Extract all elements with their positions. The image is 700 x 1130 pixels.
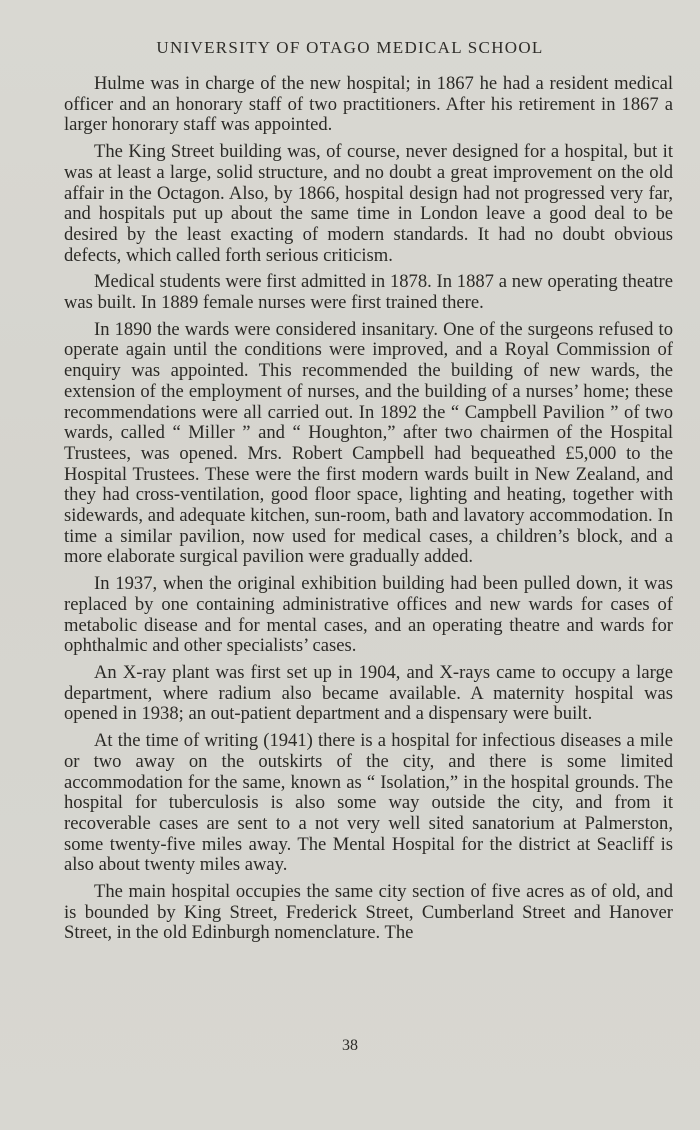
paragraph-1941-hospitals: At the time of writing (1941) there is a hospital for infectious diseases a mile or two away on the outskirts of the city, and there is some limited accommodation for the same, known as “ Isolation,” in the hospital grounds. The hospital for tuberculosis is also some way outside the city, and from it recoverable cases are sent to a not very well sited sanatorium at Palmerston, some twenty-five miles away. The Mental Hospital for the district at Seacliff is also about twenty miles away. (64, 730, 673, 876)
paragraph-main-hospital: The main hospital occupies the same city section of five acres as of old, and is bounded by King Street, Frederick Street, Cumberland Street and Hanover Street, in the old Edinburgh nomenclature. The (64, 881, 673, 944)
body-text (64, 74, 673, 950)
paragraph-x-ray: An X-ray plant was first set up in 1904, and X-rays came to occupy a large department, where radium also became available. A maternity hospital was opened in 1938; an out-patient department and a dispensary were built. (64, 661, 673, 725)
paragraph-1937-building: In 1937, when the original exhibition building had been pulled down, it was replaced by one containing administrative offices and new wards for cases of metabolic disease and for mental cases, and an operating theatre and wards for ophthalmic and other specialists’ cases. (64, 573, 673, 657)
paragraph-1890-wards: In 1890 the wards were considered insanitary. One of the surgeons refused to operate again until the conditions were improved, and a Royal Commission of enquiry was appointed. This recommended the building of new wards, the extension of the employment of nurses, and the building of a nurses’ home; these recommendations were all carried out. In 1892 the “ Campbell Pavilion ” of two wards, called “ Miller ” and “ Houghton,” after two chairmen of the Hospital Trustees, was opened. Mrs. Robert Campbell had bequeathed £5,000 to the Hospital Trustees. These were the first modern wards built in New Zealand, and they had cross-ventilation, good floor space, lighting and heating, together with sidewards, and adequate kitchen, sun-room, bath and lavatory accommodation. In time a similar pavilion, now used for medical cases, a children’s block, and a more elaborate surgical pavilion were gradually added. (64, 318, 673, 568)
paragraph-medical-students: Medical students were first admitted in 1878. In 1887 a new operating theatre was built. In 1889 female nurses were first trained there. (64, 271, 673, 314)
running-head: UNIVERSITY OF OTAGO MEDICAL SCHOOL (156, 38, 544, 57)
page-number: 38 (342, 1037, 358, 1054)
paragraph-king-street-building: The King Street building was, of course, never designed for a hospital, but it was at least a large, solid structure, and no doubt a great improvement on the old affair in the Octagon. Also, by 1866, hospital design had not progressed very far, and hospitals put up about the same time in London leave a good deal to be desired by the least exacting of modern standards. It had no doubt obvious defects, which called forth serious criticism. (64, 141, 673, 266)
paragraph-hulme: Hulme was in charge of the new hospital; in 1867 he had a resident medical officer and an honorary staff of two practitioners. After his retirement in 1867 a larger honorary staff was appointed. (64, 73, 673, 136)
